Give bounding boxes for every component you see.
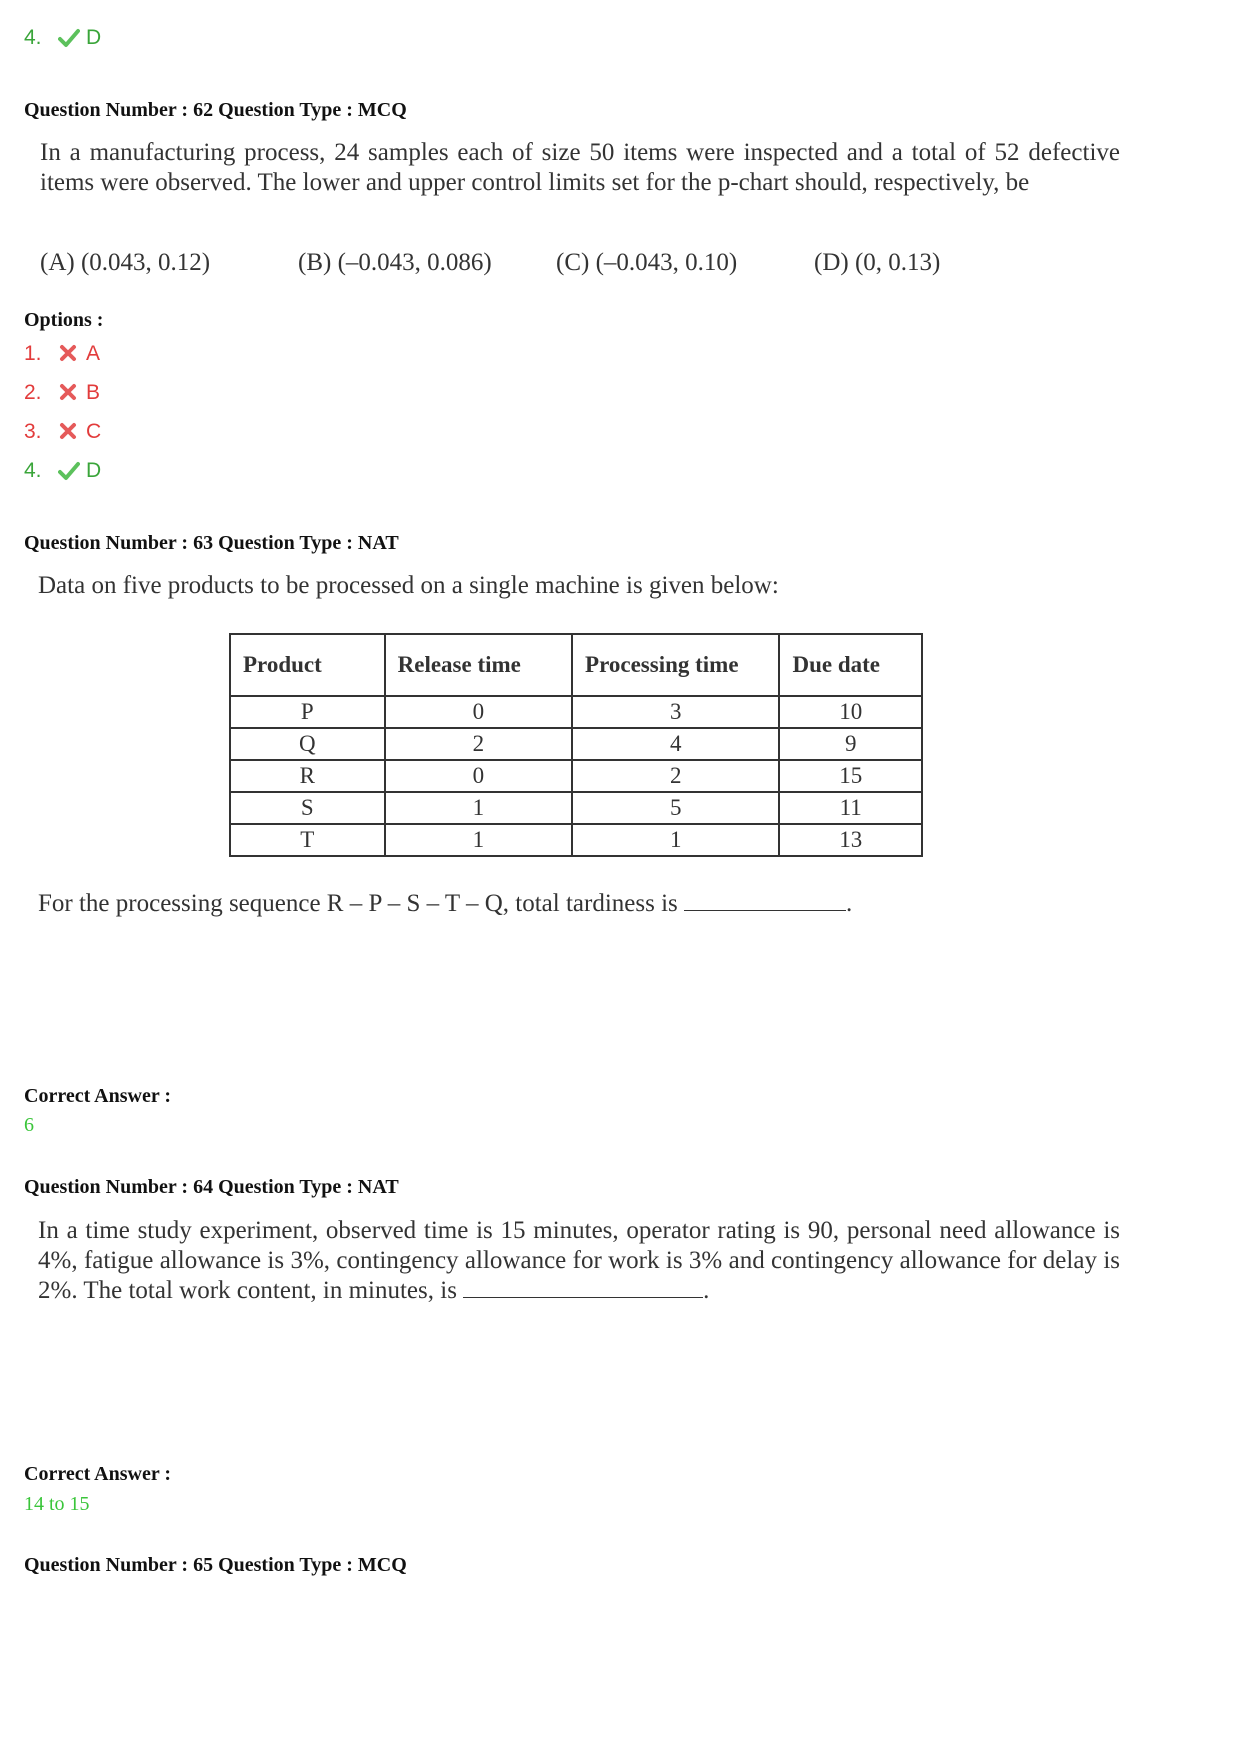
table-cell: 0 bbox=[385, 696, 572, 728]
table-cell: 10 bbox=[779, 696, 922, 728]
cross-icon bbox=[58, 421, 80, 443]
question-header-62: Question Number : 62 Question Type : MCQ bbox=[24, 99, 407, 121]
correct-answer-63: 6 bbox=[24, 1114, 34, 1136]
option-letter: D bbox=[86, 26, 102, 49]
choice-c: (C) (–0.043, 0.10) bbox=[556, 249, 738, 276]
question-text-62: In a manufacturing process, 24 samples each of size 50 items were inspected and a total of 52 defective items were observed. The lower and upper control limits set for the p-chart should, respectively, be bbox=[40, 139, 1120, 196]
cross-icon bbox=[58, 382, 80, 404]
table-cell: R bbox=[230, 760, 385, 792]
question-header-65: Question Number : 65 Question Type : MCQ bbox=[24, 1554, 407, 1576]
table-cell: 1 bbox=[385, 792, 572, 824]
option-number: 4. bbox=[24, 26, 42, 49]
table-row bbox=[230, 728, 922, 760]
column-header: Release time bbox=[385, 634, 572, 696]
table-cell: 11 bbox=[779, 792, 922, 824]
column-header: Processing time bbox=[572, 634, 779, 696]
choice-a: (A) (0.043, 0.12) bbox=[40, 249, 211, 276]
table-cell: P bbox=[230, 696, 385, 728]
column-header: Due date bbox=[779, 634, 922, 696]
option-letter: C bbox=[86, 420, 102, 443]
question-header-63: Question Number : 63 Question Type : NAT bbox=[24, 532, 399, 554]
cross-icon bbox=[58, 343, 80, 365]
table-cell: 3 bbox=[572, 696, 779, 728]
table-cell: Q bbox=[230, 728, 385, 760]
option-item-4 bbox=[24, 459, 101, 483]
option-number: 3. bbox=[24, 420, 42, 443]
option-item-2 bbox=[24, 381, 100, 405]
table-cell: 9 bbox=[779, 728, 922, 760]
data-table bbox=[229, 633, 923, 857]
table-cell: 0 bbox=[385, 760, 572, 792]
check-icon bbox=[58, 460, 80, 482]
table-cell: 4 bbox=[572, 728, 779, 760]
table-row bbox=[230, 760, 922, 792]
table-cell: 1 bbox=[572, 824, 779, 856]
correct-answer-64: 14 to 15 bbox=[24, 1493, 90, 1515]
table-cell: 15 bbox=[779, 760, 922, 792]
question-text-64: In a time study experiment, observed time is 15 minutes, operator rating is 90, personal need allowance is 4%, fatigue allowance is 3%, contingency allowance for work is 3% and contingency allowance for delay is 2%. The total work content, in minutes, is . bbox=[38, 1217, 1120, 1304]
option-letter: D bbox=[86, 459, 102, 482]
choice-d: (D) (0, 0.13) bbox=[814, 249, 941, 276]
choice-b: (B) (–0.043, 0.086) bbox=[298, 249, 492, 276]
correct-answer-label-64: Correct Answer : bbox=[24, 1463, 171, 1485]
option-number: 2. bbox=[24, 381, 42, 404]
table-header-row bbox=[230, 634, 922, 696]
table-row bbox=[230, 696, 922, 728]
option-letter: A bbox=[86, 342, 101, 365]
option-item-3 bbox=[24, 420, 101, 444]
option-letter: B bbox=[86, 381, 101, 404]
column-header: Product bbox=[230, 634, 385, 696]
table-row bbox=[230, 792, 922, 824]
correct-answer-label-63: Correct Answer : bbox=[24, 1085, 171, 1107]
option-item-4-prev bbox=[24, 26, 101, 50]
table-cell: S bbox=[230, 792, 385, 824]
question-intro-63: Data on five products to be processed on a single machine is given below: bbox=[38, 572, 779, 599]
table-cell: 1 bbox=[385, 824, 572, 856]
table-cell: 2 bbox=[385, 728, 572, 760]
options-label: Options : bbox=[24, 309, 104, 331]
question-sentence: For the processing sequence R – P – S – T – Q, total tardiness is bbox=[38, 890, 678, 917]
table-cell: T bbox=[230, 824, 385, 856]
question-sentence: In a time study experiment, observed time is 15 minutes, operator rating is 90, personal need allowance is 4%, fatigue allowance is 3%, contingency allowance for work is 3% and contingency allowance for delay is 2%. The total work content, in minutes, is bbox=[38, 1217, 1120, 1304]
check-icon bbox=[58, 27, 80, 49]
answer-blank bbox=[684, 890, 846, 911]
option-number: 4. bbox=[24, 459, 42, 482]
answer-blank bbox=[463, 1277, 703, 1298]
table-cell: 2 bbox=[572, 760, 779, 792]
question-text-63: For the processing sequence R – P – S – T – Q, total tardiness is . bbox=[38, 890, 853, 917]
table-cell: 5 bbox=[572, 792, 779, 824]
question-header-64: Question Number : 64 Question Type : NAT bbox=[24, 1176, 399, 1198]
option-number: 1. bbox=[24, 342, 42, 365]
option-item-1 bbox=[24, 342, 100, 366]
table-row bbox=[230, 824, 922, 856]
table-cell: 13 bbox=[779, 824, 922, 856]
